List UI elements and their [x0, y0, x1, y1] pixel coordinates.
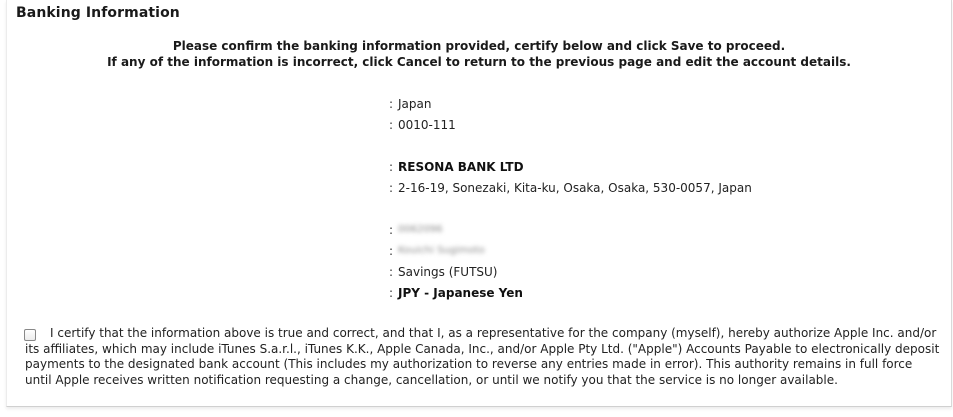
- bank-address-value: 2-16-19, Sonezaki, Kita-ku, Osaka, Osaka, 530-0057, Japan: [398, 181, 752, 195]
- account-currency-value: JPY - Japanese Yen: [398, 286, 523, 300]
- separator: :: [389, 244, 394, 258]
- separator: :: [389, 286, 394, 300]
- certification-block: [21, 326, 941, 388]
- separator: :: [389, 223, 394, 237]
- panel-title: Banking Information: [16, 5, 180, 21]
- account-holder-value: Kouichi Sugimoto: [398, 245, 485, 256]
- bank-name-value: RESONA BANK LTD: [398, 160, 524, 174]
- separator: :: [389, 118, 394, 132]
- zengin-code-value: 0010-111: [398, 118, 456, 132]
- separator: :: [389, 97, 394, 111]
- certification-text[interactable]: I certify that the information above is true and correct, and that I, as a representative for the company (myself), hereby authorize Apple Inc. and/or its affiliates, which may include iTunes S.a.r.l., iTunes K.K., Apple Canada, Inc., and/or Apple Pty Ltd. ("Apple") Accounts Payable to electronically deposit payments to the designated bank account (This includes my authorization to reverse any entries made in error). This authority remains in full force until Apple receives written notification requesting a change, cancellation, or until we notify you that the service is no longer available.: [25, 326, 940, 387]
- certify-checkbox[interactable]: [24, 329, 36, 341]
- bank-country-value: Japan: [398, 97, 432, 111]
- separator: :: [389, 160, 394, 174]
- account-number-value: 0062096: [398, 224, 443, 235]
- account-type-value: Savings (FUTSU): [398, 265, 498, 279]
- separator: :: [389, 181, 394, 195]
- banking-information-panel: [6, 0, 952, 407]
- confirm-instruction: Please confirm the banking information provided, certify below and click Save to proceed.: [172, 39, 786, 53]
- separator: :: [389, 265, 394, 279]
- cancel-instruction: If any of the information is incorrect, click Cancel to return to the previous page and edit the account details.: [107, 55, 851, 69]
